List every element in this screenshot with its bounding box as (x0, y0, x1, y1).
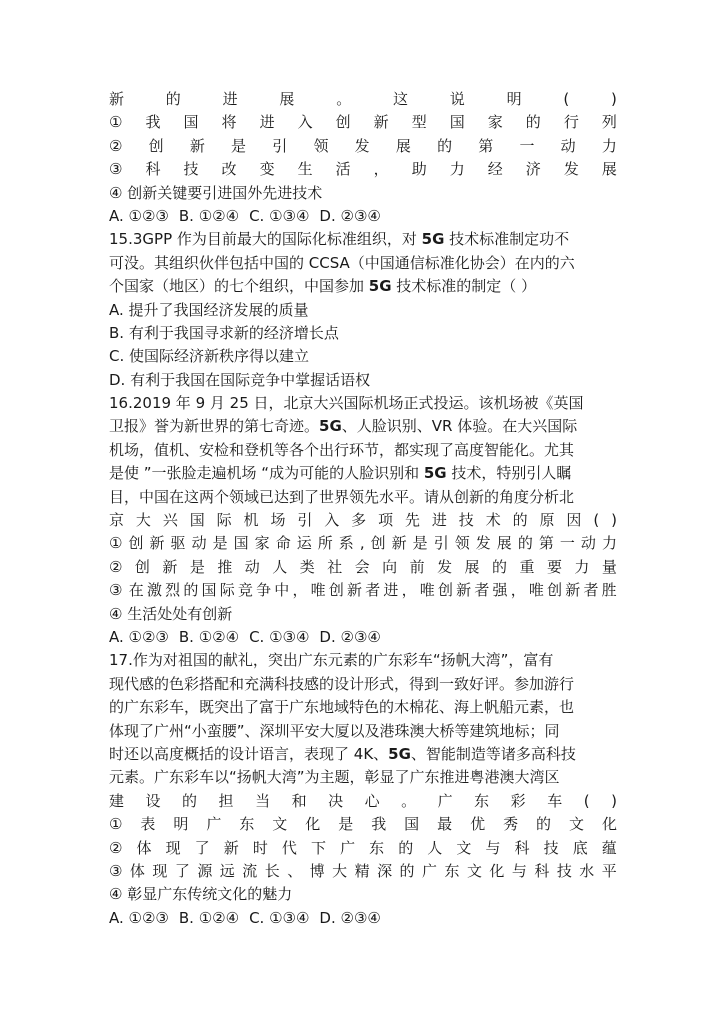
char: 展 (395, 136, 411, 155)
char: 类 (299, 557, 315, 576)
char: 进 (222, 90, 238, 108)
char: 系 (338, 534, 354, 553)
char: 动 (580, 534, 596, 553)
q15-choice-4 (109, 369, 617, 392)
char: 是 (231, 136, 247, 155)
text-run: ④ 生活处处有创新 (109, 604, 233, 623)
q17-statement-3 (109, 860, 617, 883)
char: 领 (454, 534, 470, 553)
char: ， (373, 160, 389, 179)
text-run: 体现了广州“小蛮腰”、深圳平安大厦以及港珠澳大桥等建筑地标；同 (109, 721, 560, 740)
char: 向 (382, 557, 398, 576)
char: 烈 (165, 581, 181, 600)
char: 展 (496, 534, 512, 553)
answer-option: C. ①③④ (249, 908, 310, 927)
char: 新 (391, 534, 407, 553)
text-run: 、人脸识别、VR 体验。在大兴国际 (341, 417, 578, 436)
char: 创 (148, 136, 164, 155)
char: 的 (398, 838, 414, 857)
text-run: 技术，特别引人瞩 (446, 464, 572, 483)
char: 彩 (510, 791, 526, 810)
char: 蕴 (601, 838, 617, 857)
q14-options (109, 205, 617, 228)
char: 是 (189, 557, 205, 576)
char: ( (563, 90, 570, 108)
char: 大 (332, 861, 348, 880)
text-run: 15.3GPP 作为目前最大的国际化标准组织，对 (109, 230, 422, 249)
q15-line-2 (109, 252, 617, 275)
char: 与 (511, 861, 527, 880)
q15-line-3 (109, 275, 617, 298)
answer-option: D. ②③④ (319, 627, 381, 646)
answer-option: B. ①②④ (178, 627, 240, 646)
char: 决 (328, 791, 344, 810)
char: 动 (244, 557, 260, 576)
q14-stem-end (109, 88, 617, 111)
text-run: B. 有利于我国寻求新的经济增长点 (109, 323, 339, 342)
char: 下 (310, 838, 326, 857)
q16-line-4 (109, 462, 617, 485)
char: 展 (464, 557, 480, 576)
char: 优 (470, 815, 486, 834)
char: 是 (338, 815, 354, 834)
char: 东 (369, 838, 385, 857)
q14-statement-3 (109, 158, 617, 181)
char: 际 (216, 511, 232, 530)
char: 型 (411, 113, 427, 132)
char: 第 (538, 534, 554, 553)
char: 现 (152, 861, 168, 880)
char: 推 (217, 557, 233, 576)
char: ② (109, 136, 123, 155)
char: ② (109, 838, 123, 857)
text-run: 机场，值机、安检和登机等各个出行环节，都实现了高度智能化。尤其 (109, 440, 575, 459)
char: 体 (129, 861, 145, 880)
char: 体 (136, 838, 152, 857)
char: 技 (543, 838, 559, 857)
char: 动 (191, 534, 207, 553)
char: 现 (165, 838, 181, 857)
char: 科 (514, 838, 530, 857)
char: 、 (287, 861, 303, 880)
q15-line-1 (109, 228, 617, 251)
char: 博 (309, 861, 325, 880)
char: 大 (135, 511, 151, 530)
char: ， (401, 581, 417, 600)
char: 精 (354, 861, 370, 880)
char: 平 (601, 861, 617, 880)
char: 会 (354, 557, 370, 576)
char: ， (510, 581, 526, 600)
char: 唯 (419, 581, 435, 600)
char: 机 (243, 511, 259, 530)
char: 明 (173, 815, 189, 834)
answer-option: B. ①②④ (178, 206, 240, 225)
char: 家 (487, 113, 503, 132)
bold-term: 5G (423, 464, 447, 483)
char: 一 (559, 534, 575, 553)
q16-statement-3 (109, 579, 617, 602)
char: 科 (145, 160, 161, 179)
char: 驱 (170, 534, 186, 553)
bold-term: 5G (421, 230, 445, 249)
char: 进 (431, 511, 447, 530)
q14-statement-1 (109, 111, 617, 134)
answer-option: C. ①③④ (249, 206, 310, 225)
char: 力 (601, 534, 617, 553)
char: 的 (492, 557, 508, 576)
char: 创 (335, 113, 351, 132)
char: 的 (512, 511, 528, 530)
char: 力 (449, 160, 465, 179)
char: 在 (128, 581, 144, 600)
char: ③ (109, 861, 123, 880)
char: 秀 (503, 815, 519, 834)
char: 前 (409, 557, 425, 576)
q16-line-2 (109, 415, 617, 438)
text-run: D. 有利于我国在国际竞争中掌握话语权 (109, 370, 371, 389)
text-run: 可没。其组织伙伴包括中国的 CCSA（中国通信标准化协会）在内的六 (109, 253, 575, 272)
char: 人 (427, 838, 443, 857)
char: ) (611, 90, 617, 108)
char: 所 (317, 534, 333, 553)
char: 东 (239, 815, 255, 834)
char: 技 (183, 160, 199, 179)
char: 领 (313, 136, 329, 155)
char: 当 (255, 791, 271, 810)
char: 动 (560, 136, 576, 155)
char: ( (593, 511, 600, 530)
char: 改 (221, 160, 237, 179)
answer-option: A. ①②③ (109, 908, 169, 927)
char: 。 (336, 90, 352, 108)
char: 列 (601, 113, 617, 132)
char: ③ (109, 160, 123, 179)
char: 入 (324, 511, 340, 530)
q16-line-5 (109, 486, 617, 509)
char: 命 (275, 534, 291, 553)
char: 唯 (310, 581, 326, 600)
char: 入 (297, 113, 313, 132)
text-run: 是使 ”一张脸走遍机场 “成为可能的人脸识别和 (109, 464, 424, 483)
char: 助 (411, 160, 427, 179)
char: , (359, 534, 365, 553)
char: ② (109, 557, 123, 576)
char: 新 (189, 136, 205, 155)
char: 发 (475, 534, 491, 553)
char: 变 (259, 160, 275, 179)
char: 经 (487, 160, 503, 179)
char: 了 (194, 838, 210, 857)
char: 先 (404, 511, 420, 530)
char: 的 (165, 90, 181, 108)
char: 运 (296, 534, 312, 553)
text-run: 时还以高度概括的设计语言，表现了 4K、 (109, 744, 389, 763)
q17-statement-2 (109, 837, 617, 860)
q17-line-6 (109, 766, 617, 789)
q17-stem-end (109, 790, 617, 813)
char: 化 (305, 815, 321, 834)
text-run: 17.作为对祖国的献礼，突出广东元素的广东彩车“扬帆大湾”，富有 (109, 651, 554, 670)
text-run: 技术标准制定功不 (444, 230, 570, 249)
text-run: 16.2019 年 9 月 25 日，北京大兴国际机场正式投运。该机场被《英国 (109, 394, 584, 413)
char: 水 (579, 861, 595, 880)
char: 创 (370, 534, 386, 553)
char: 展 (601, 160, 617, 179)
char: 东 (474, 791, 490, 810)
char: 化 (601, 815, 617, 834)
char: 源 (197, 861, 213, 880)
char: 家 (254, 534, 270, 553)
char: 第 (478, 136, 494, 155)
char: 活 (335, 160, 351, 179)
char: 胜 (601, 581, 617, 600)
char: 车 (547, 791, 563, 810)
char: 的 (536, 815, 552, 834)
char: 表 (140, 815, 156, 834)
q15-choice-3 (109, 345, 617, 368)
char: 技 (458, 511, 474, 530)
char: 广 (422, 861, 438, 880)
char: 行 (563, 113, 579, 132)
char: 新 (373, 113, 389, 132)
char: 国 (183, 113, 199, 132)
char: 远 (219, 861, 235, 880)
char: 兴 (162, 511, 178, 530)
text-run: ④ 创新关键要引进国外先进技术 (109, 183, 323, 202)
q17-line-4 (109, 720, 617, 743)
text-run: 个国家（地区）的七个组织，中国参加 (109, 277, 369, 296)
answer-option: D. ②③④ (319, 206, 381, 225)
char: 新 (565, 581, 581, 600)
char: 将 (221, 113, 237, 132)
char: 了 (174, 861, 190, 880)
text-run: A. 提升了我国经济发展的质量 (109, 300, 309, 319)
text-run: ④ 彰显广东传统文化的魅力 (109, 885, 293, 904)
answer-option: A. ①②③ (109, 627, 169, 646)
char: 社 (327, 557, 343, 576)
char: 底 (572, 838, 588, 857)
char: 新 (149, 534, 165, 553)
char: 是 (212, 534, 228, 553)
char: 文 (456, 838, 472, 857)
char: 引 (433, 534, 449, 553)
char: 新 (223, 838, 239, 857)
char: 国 (233, 534, 249, 553)
q16-line-3 (109, 439, 617, 462)
char: 新 (456, 581, 472, 600)
char: ① (109, 113, 123, 132)
char: 文 (569, 815, 585, 834)
char: 新 (162, 557, 178, 576)
char: 唯 (528, 581, 544, 600)
char: 的 (517, 534, 533, 553)
char: 者 (474, 581, 490, 600)
char: 要 (546, 557, 562, 576)
char: 生 (297, 160, 313, 179)
bold-term: 5G (368, 277, 392, 296)
char: 人 (272, 557, 288, 576)
char: 发 (563, 160, 579, 179)
char: ③ (109, 581, 123, 600)
q16-statement-4 (109, 603, 617, 626)
q15-choice-1 (109, 299, 617, 322)
char: 力 (601, 136, 617, 155)
char: 国 (449, 113, 465, 132)
char: 术 (485, 511, 501, 530)
char: 最 (437, 815, 453, 834)
q16-options (109, 626, 617, 649)
char: 心 (364, 791, 380, 810)
char: 。 (401, 791, 417, 810)
char: 者 (583, 581, 599, 600)
char: 这 (392, 90, 408, 108)
char: 我 (145, 113, 161, 132)
answer-option: B. ①②④ (178, 908, 240, 927)
char: ( (583, 791, 590, 810)
char: 济 (525, 160, 541, 179)
text-run: 卫报》誉为新世界的第七奇迹。 (109, 417, 320, 436)
char: 的 (525, 113, 541, 132)
char: 进 (259, 113, 275, 132)
char: 设 (145, 791, 161, 810)
answer-option: C. ①③④ (249, 627, 310, 646)
char: 际 (219, 581, 235, 600)
text-run: 、智能制造等诸多高科技 (410, 744, 576, 763)
char: 量 (601, 557, 617, 576)
text-run: 目，中国在这两个领域已达到了世界领先水平。请从创新的角度分析北 (109, 487, 575, 506)
char: ① (109, 815, 123, 834)
text-run: 现代感的色彩搭配和充满科技感的设计形式，得到一致好评。参加游行 (109, 674, 575, 693)
char: 一 (519, 136, 535, 155)
char: 进 (383, 581, 399, 600)
text-run: 技术标准的制定（ ） (391, 277, 537, 296)
char: 我 (371, 815, 387, 834)
q17-line-3 (109, 696, 617, 719)
q17-options (109, 907, 617, 930)
char: 京 (109, 511, 125, 530)
char: 多 (351, 511, 367, 530)
char: 技 (556, 861, 572, 880)
char: 创 (547, 581, 563, 600)
char: 创 (437, 581, 453, 600)
char: 代 (281, 838, 297, 857)
char: ， (292, 581, 308, 600)
char: 力 (574, 557, 590, 576)
char: 引 (297, 511, 313, 530)
char: 流 (242, 861, 258, 880)
char: 长 (264, 861, 280, 880)
q17-line-2 (109, 673, 617, 696)
char: 激 (146, 581, 162, 600)
char: 因 (566, 511, 582, 530)
q16-line-1 (109, 392, 617, 415)
char: 发 (437, 557, 453, 576)
char: 东 (444, 861, 460, 880)
char: 创 (134, 557, 150, 576)
char: 和 (291, 791, 307, 810)
char: 项 (378, 511, 394, 530)
char: 竞 (237, 581, 253, 600)
char: 时 (252, 838, 268, 857)
char: 争 (256, 581, 272, 600)
q17-line-1 (109, 649, 617, 672)
char: 的 (183, 581, 199, 600)
char: 化 (489, 861, 505, 880)
char: 广 (437, 791, 453, 810)
char: ) (611, 511, 617, 530)
char: 担 (218, 791, 234, 810)
char: 文 (466, 861, 482, 880)
q17-line-5 (109, 743, 617, 766)
char: 建 (109, 791, 125, 810)
q14-statement-4 (109, 182, 617, 205)
text-run: C. 使国际经济新秩序得以建立 (109, 347, 310, 366)
char: 深 (377, 861, 393, 880)
q16-stem-end (109, 509, 617, 532)
char: 是 (412, 534, 428, 553)
char: 明 (506, 90, 522, 108)
bold-term: 5G (388, 744, 411, 763)
char: 新 (347, 581, 363, 600)
char: 原 (539, 511, 555, 530)
char: 国 (201, 581, 217, 600)
char: 者 (365, 581, 381, 600)
q16-statement-2 (109, 556, 617, 579)
char: 广 (206, 815, 222, 834)
char: 展 (279, 90, 295, 108)
q17-statement-1 (109, 813, 617, 836)
answer-option: A. ①②③ (109, 206, 169, 225)
char: 引 (272, 136, 288, 155)
char: 国 (189, 511, 205, 530)
char: 与 (485, 838, 501, 857)
text-run: 元素。广东彩车以“扬帆大湾”为主题，彰显了广东推进粤港澳大湾区 (109, 768, 560, 787)
char: 说 (449, 90, 465, 108)
char: 强 (492, 581, 508, 600)
char: 的 (182, 791, 198, 810)
q15-choice-2 (109, 322, 617, 345)
q16-statement-1 (109, 532, 617, 555)
char: 场 (270, 511, 286, 530)
char: 科 (534, 861, 550, 880)
q14-statement-2 (109, 135, 617, 158)
char: 广 (340, 838, 356, 857)
char: ) (611, 791, 617, 810)
q17-statement-4 (109, 883, 617, 906)
char: 的 (399, 861, 415, 880)
text-run: 的广东彩车，既突出了富于广东地域特色的木棉花、海上帆船元素，也 (109, 698, 575, 717)
answer-option: D. ②③④ (319, 908, 381, 927)
char: 发 (354, 136, 370, 155)
bold-term: 5G (319, 417, 342, 436)
exam-page (109, 88, 617, 930)
char: ① (109, 534, 123, 553)
char: 的 (437, 136, 453, 155)
char: 重 (519, 557, 535, 576)
char: 创 (128, 534, 144, 553)
char: 中 (274, 581, 290, 600)
char: 创 (328, 581, 344, 600)
char: 新 (109, 90, 125, 108)
char: 文 (272, 815, 288, 834)
char: 国 (404, 815, 420, 834)
